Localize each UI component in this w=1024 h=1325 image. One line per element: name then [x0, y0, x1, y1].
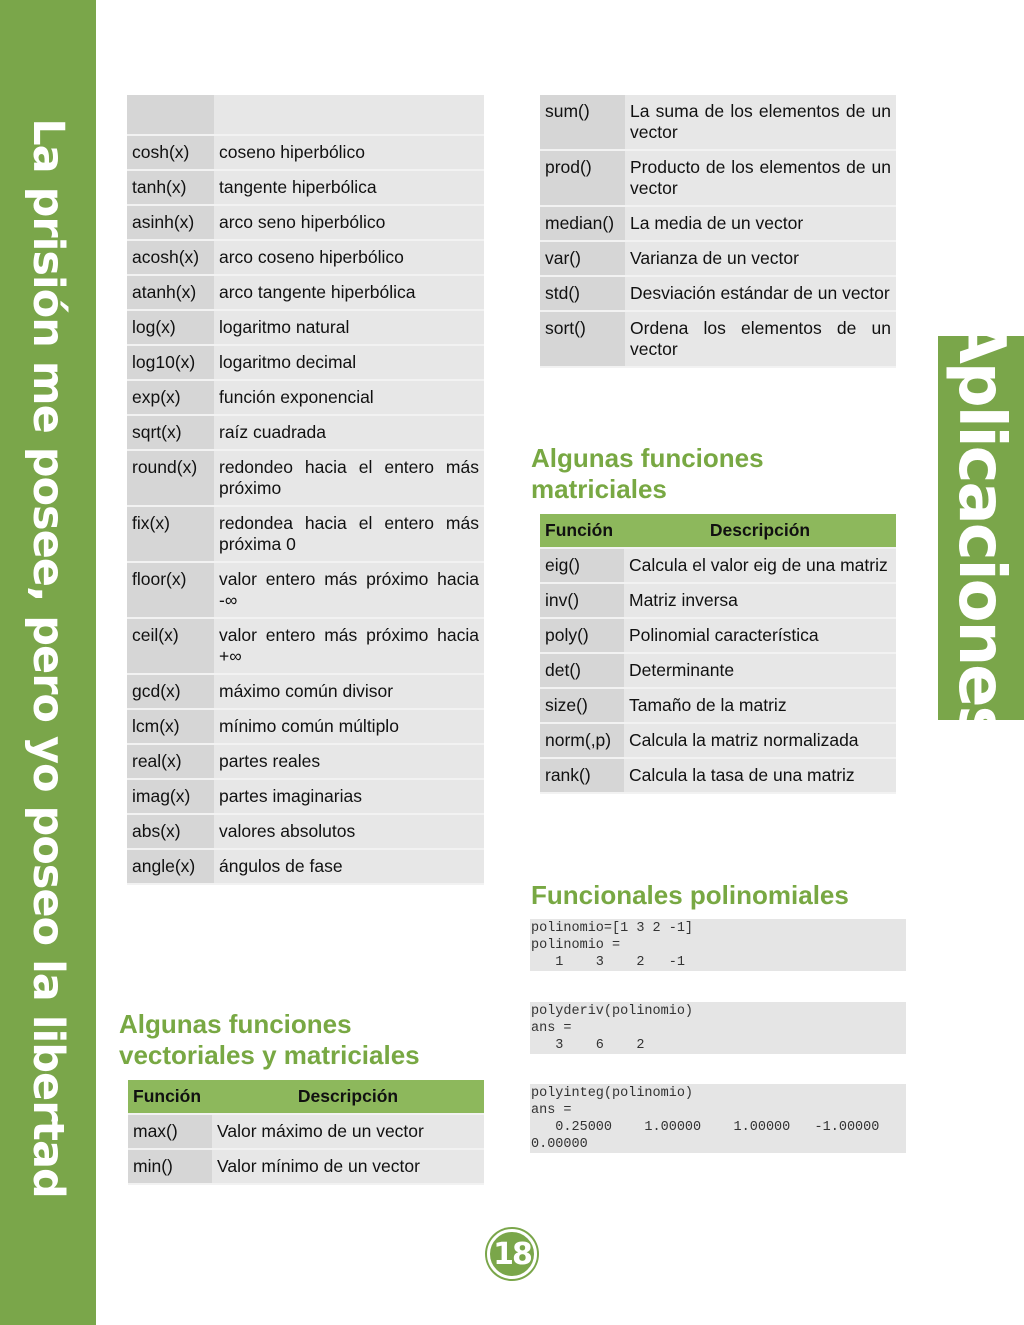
table-row	[127, 562, 484, 618]
function-description: La media de un vector	[625, 206, 896, 241]
vector-functions-table	[128, 1080, 484, 1185]
table-row	[540, 548, 896, 583]
table-row	[540, 723, 896, 758]
function-name: angle(x)	[127, 849, 214, 884]
function-name: exp(x)	[127, 380, 214, 415]
table-row	[127, 709, 484, 744]
section-tab-label: Aplicaciones	[944, 314, 1018, 742]
function-description: arco coseno hiperbólico	[214, 240, 484, 275]
function-description: Tamaño de la matriz	[624, 688, 896, 723]
function-name: fix(x)	[127, 506, 214, 562]
function-name: std()	[540, 276, 625, 311]
function-description: máximo común divisor	[214, 674, 484, 709]
table-row	[540, 688, 896, 723]
table-row	[127, 345, 484, 380]
function-name: tanh(x)	[127, 170, 214, 205]
function-description: Matriz inversa	[624, 583, 896, 618]
vector-functions-table-cont	[540, 95, 896, 368]
table-row	[127, 450, 484, 506]
function-description: ángulos de fase	[214, 849, 484, 884]
header-function: Función	[540, 514, 624, 548]
function-name: gcd(x)	[127, 674, 214, 709]
function-name: size()	[540, 688, 624, 723]
function-description: coseno hiperbólico	[214, 135, 484, 170]
function-name: abs(x)	[127, 814, 214, 849]
table-row	[127, 170, 484, 205]
function-name: sqrt(x)	[127, 415, 214, 450]
function-name: imag(x)	[127, 779, 214, 814]
function-description: arco seno hiperbólico	[214, 205, 484, 240]
function-description: partes reales	[214, 744, 484, 779]
function-description: arco tangente hiperbólica	[214, 275, 484, 310]
function-name: eig()	[540, 548, 624, 583]
table-row	[127, 275, 484, 310]
function-name: max()	[128, 1114, 212, 1149]
table-row	[540, 206, 896, 241]
scalar-functions-table	[127, 95, 484, 885]
function-description: partes imaginarias	[214, 779, 484, 814]
function-description: Valor máximo de un vector	[212, 1114, 484, 1149]
code-block-polyderiv: polyderiv(polinomio) ans = 3 6 2	[530, 1002, 906, 1054]
function-description: raíz cuadrada	[214, 415, 484, 450]
table-row	[127, 205, 484, 240]
function-name: lcm(x)	[127, 709, 214, 744]
function-description: mínimo común múltiplo	[214, 709, 484, 744]
function-name: poly()	[540, 618, 624, 653]
page-number: 18	[487, 1229, 537, 1279]
function-description: La suma de los elementos de un vector	[625, 95, 896, 150]
function-name: log(x)	[127, 310, 214, 345]
function-description: valor entero más próximo hacia -∞	[214, 562, 484, 618]
header-function: Función	[128, 1080, 212, 1114]
table-row	[540, 653, 896, 688]
function-description: tangente hiperbólica	[214, 170, 484, 205]
function-name: norm(,p)	[540, 723, 624, 758]
side-band	[0, 0, 96, 1325]
table-row	[127, 779, 484, 814]
function-description: Ordena los elementos de un vector	[625, 311, 896, 367]
table-row	[127, 310, 484, 345]
function-name: det()	[540, 653, 624, 688]
function-name: asinh(x)	[127, 205, 214, 240]
table-row	[127, 135, 484, 170]
function-description: Desviación estándar de un vector	[625, 276, 896, 311]
function-name: sort()	[540, 311, 625, 367]
table-row	[540, 583, 896, 618]
table-row	[127, 618, 484, 674]
table-header-row	[128, 1080, 484, 1114]
table-row	[540, 150, 896, 206]
function-description: Calcula el valor eig de una matriz	[624, 548, 896, 583]
function-description: Calcula la matriz normalizada	[624, 723, 896, 758]
function-name: prod()	[540, 150, 625, 206]
section-tab	[938, 314, 1024, 742]
function-description: Polinomial característica	[624, 618, 896, 653]
function-description: redondea hacia el entero más próxima 0	[214, 506, 484, 562]
table-row	[540, 311, 896, 367]
function-description: Producto de los elementos de un vector	[625, 150, 896, 206]
matrix-functions-table	[540, 514, 896, 794]
side-title: La prisión me posee, pero yo poseo la libertad	[23, 118, 73, 1198]
table-row	[540, 95, 896, 150]
function-description: Calcula la tasa de una matriz	[624, 758, 896, 793]
table-row	[540, 618, 896, 653]
function-name: cosh(x)	[127, 135, 214, 170]
function-name: min()	[128, 1149, 212, 1184]
table-blank-row	[127, 95, 484, 135]
function-description: Varianza de un vector	[625, 241, 896, 276]
function-name: round(x)	[127, 450, 214, 506]
code-block-polinomio: polinomio=[1 3 2 -1] polinomio = 1 3 2 -1	[530, 919, 906, 971]
function-name: acosh(x)	[127, 240, 214, 275]
function-name: log10(x)	[127, 345, 214, 380]
function-description: Determinante	[624, 653, 896, 688]
table-row	[540, 758, 896, 793]
table-row	[128, 1114, 484, 1149]
function-name: median()	[540, 206, 625, 241]
function-description: logaritmo decimal	[214, 345, 484, 380]
function-name: atanh(x)	[127, 275, 214, 310]
function-description: redondeo hacia el entero más próximo	[214, 450, 484, 506]
table-row	[540, 241, 896, 276]
table-row	[127, 674, 484, 709]
function-name: real(x)	[127, 744, 214, 779]
heading-polinomiales: Funcionales polinomiales	[531, 880, 849, 910]
function-description: valores absolutos	[214, 814, 484, 849]
header-description: Descripción	[212, 1080, 484, 1114]
function-name: var()	[540, 241, 625, 276]
function-name: sum()	[540, 95, 625, 150]
function-name: ceil(x)	[127, 618, 214, 674]
table-row	[127, 814, 484, 849]
header-description: Descripción	[624, 514, 896, 548]
function-name: floor(x)	[127, 562, 214, 618]
table-header-row	[540, 514, 896, 548]
table-row	[127, 415, 484, 450]
function-description: Valor mínimo de un vector	[212, 1149, 484, 1184]
function-name: rank()	[540, 758, 624, 793]
function-description: función exponencial	[214, 380, 484, 415]
table-row	[127, 380, 484, 415]
table-row	[127, 849, 484, 884]
table-row	[128, 1149, 484, 1184]
code-block-polyinteg: polyinteg(polinomio) ans = 0.25000 1.00000 1.00000 -1.00000 0.00000	[530, 1084, 906, 1153]
function-description: logaritmo natural	[214, 310, 484, 345]
table-row	[127, 744, 484, 779]
heading-vectoriales: Algunas funciones vectoriales y matriciales	[119, 1009, 420, 1070]
heading-matriciales: Algunas funciones matriciales	[531, 443, 764, 504]
function-description: valor entero más próximo hacia +∞	[214, 618, 484, 674]
table-row	[127, 506, 484, 562]
table-row	[540, 276, 896, 311]
table-row	[127, 240, 484, 275]
function-name: inv()	[540, 583, 624, 618]
